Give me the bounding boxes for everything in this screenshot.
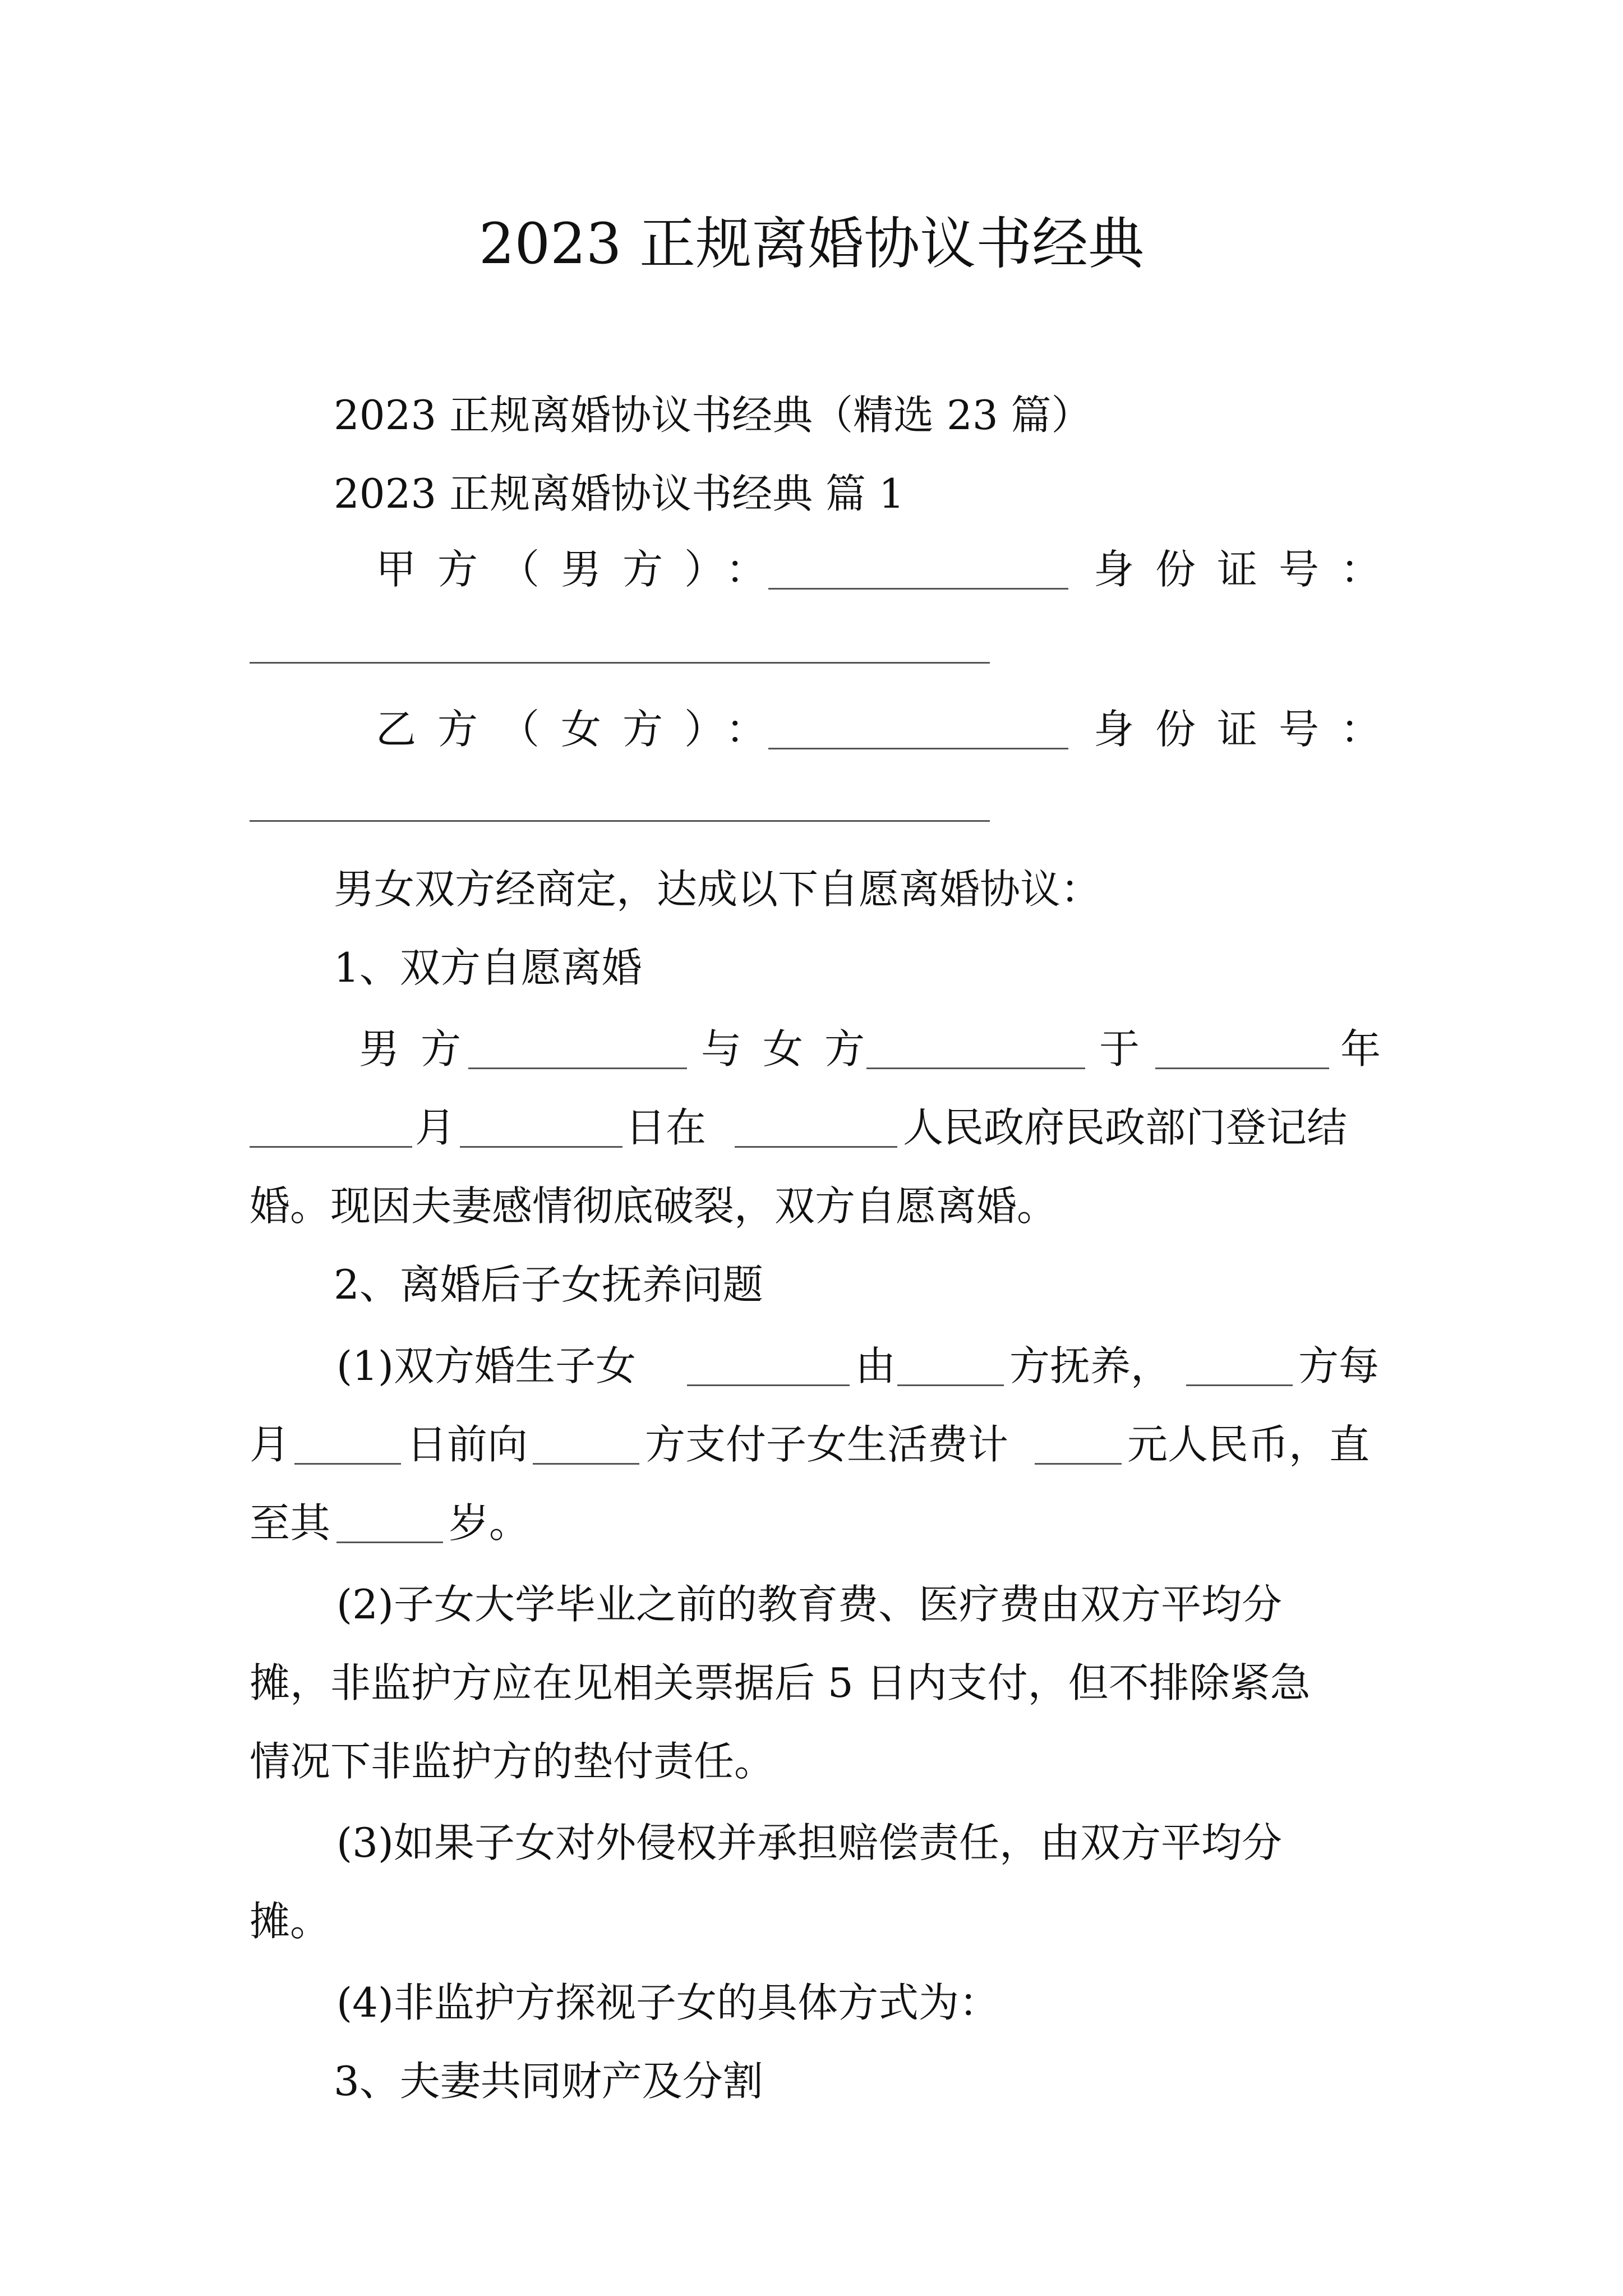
intro-paragraph: 男女双方经商定，达成以下自愿离婚协议： bbox=[334, 866, 1101, 913]
party-a-name-blank[interactable] bbox=[768, 588, 1068, 590]
item2-1-text-rmb: 元人民币，直 bbox=[1127, 1421, 1370, 1468]
item1-text-female: 与女方 bbox=[701, 1025, 887, 1073]
party-a-label: 甲方（男方）： bbox=[376, 546, 788, 593]
party-b-label: 乙方（女方）： bbox=[376, 706, 788, 753]
item2-heading: 2、离婚后子女抚养问题 bbox=[334, 1261, 763, 1308]
item2-1-text-pay: 方支付子女生活费计 bbox=[645, 1421, 1009, 1468]
item2-4-text: (4)非监护方探视子女的具体方式为： bbox=[336, 1979, 999, 2026]
item2-1-text-age: 岁。 bbox=[449, 1499, 530, 1547]
item3-heading: 3、夫妻共同财产及分割 bbox=[334, 2058, 763, 2105]
payment-day-blank[interactable] bbox=[294, 1463, 401, 1465]
item2-2-line-3: 情况下非监护方的垫付责任。 bbox=[250, 1738, 775, 1785]
item2-1-text-child: (1)双方婚生子女 bbox=[336, 1342, 636, 1389]
item1-text-on: 于 bbox=[1099, 1025, 1140, 1073]
amount-blank[interactable] bbox=[1035, 1463, 1122, 1465]
item2-1-text-until: 至其 bbox=[250, 1499, 331, 1547]
document-subtitle: 2023 正规离婚协议书经典（精选 23 篇） bbox=[334, 392, 1092, 439]
item1-text-male: 男方 bbox=[359, 1025, 483, 1073]
party-b-id-blank[interactable] bbox=[250, 820, 990, 822]
party-a-id-blank[interactable] bbox=[250, 662, 990, 664]
item1-text-year: 年 bbox=[1340, 1025, 1381, 1073]
item2-1-text-month: 月 bbox=[250, 1421, 291, 1468]
year-blank[interactable] bbox=[1155, 1068, 1329, 1069]
item2-1-text-by: 由 bbox=[855, 1342, 896, 1389]
document-title: 2023 正规离婚协议书经典 bbox=[478, 211, 1145, 277]
section-heading: 2023 正规离婚协议书经典 篇 1 bbox=[334, 470, 905, 517]
item1-text-reason: 婚。现因夫妻感情彻底破裂，双方自愿离婚。 bbox=[250, 1182, 1058, 1230]
item2-1-text-before: 日前向 bbox=[407, 1421, 528, 1468]
male-name-blank[interactable] bbox=[468, 1068, 687, 1069]
item2-2-line-1: (2)子女大学毕业之前的教育费、医疗费由双方平均分 bbox=[336, 1581, 1282, 1628]
item1-text-day: 日在 bbox=[625, 1104, 707, 1151]
custody-party-blank[interactable] bbox=[897, 1384, 1004, 1386]
party-a-id-label: 身份证号： bbox=[1094, 546, 1403, 593]
party-b-name-blank[interactable] bbox=[768, 748, 1068, 749]
child-blank[interactable] bbox=[687, 1384, 850, 1386]
item1-text-month: 月 bbox=[415, 1104, 456, 1151]
age-blank[interactable] bbox=[336, 1542, 443, 1543]
item2-2-line-2: 摊，非监护方应在见相关票据后 5 日内支付，但不排除紧急 bbox=[250, 1659, 1311, 1706]
payee-party-blank[interactable] bbox=[533, 1463, 639, 1465]
item1-heading: 1、双方自愿离婚 bbox=[334, 944, 642, 991]
item2-3-line-1: (3)如果子女对外侵权并承担赔偿责任，由双方平均分 bbox=[336, 1819, 1282, 1866]
item1-text-registration: 人民政府民政部门登记结 bbox=[903, 1104, 1348, 1151]
party-b-id-label: 身份证号： bbox=[1094, 706, 1403, 753]
item2-1-text-raise: 方抚养， bbox=[1009, 1342, 1172, 1389]
item2-3-line-2: 摊。 bbox=[250, 1898, 331, 1945]
item2-1-text-every: 方每 bbox=[1298, 1342, 1380, 1389]
month-blank[interactable] bbox=[250, 1146, 412, 1148]
female-name-blank[interactable] bbox=[866, 1068, 1085, 1069]
day-blank[interactable] bbox=[460, 1146, 623, 1148]
paying-party-blank[interactable] bbox=[1186, 1384, 1293, 1386]
government-blank[interactable] bbox=[735, 1146, 897, 1148]
